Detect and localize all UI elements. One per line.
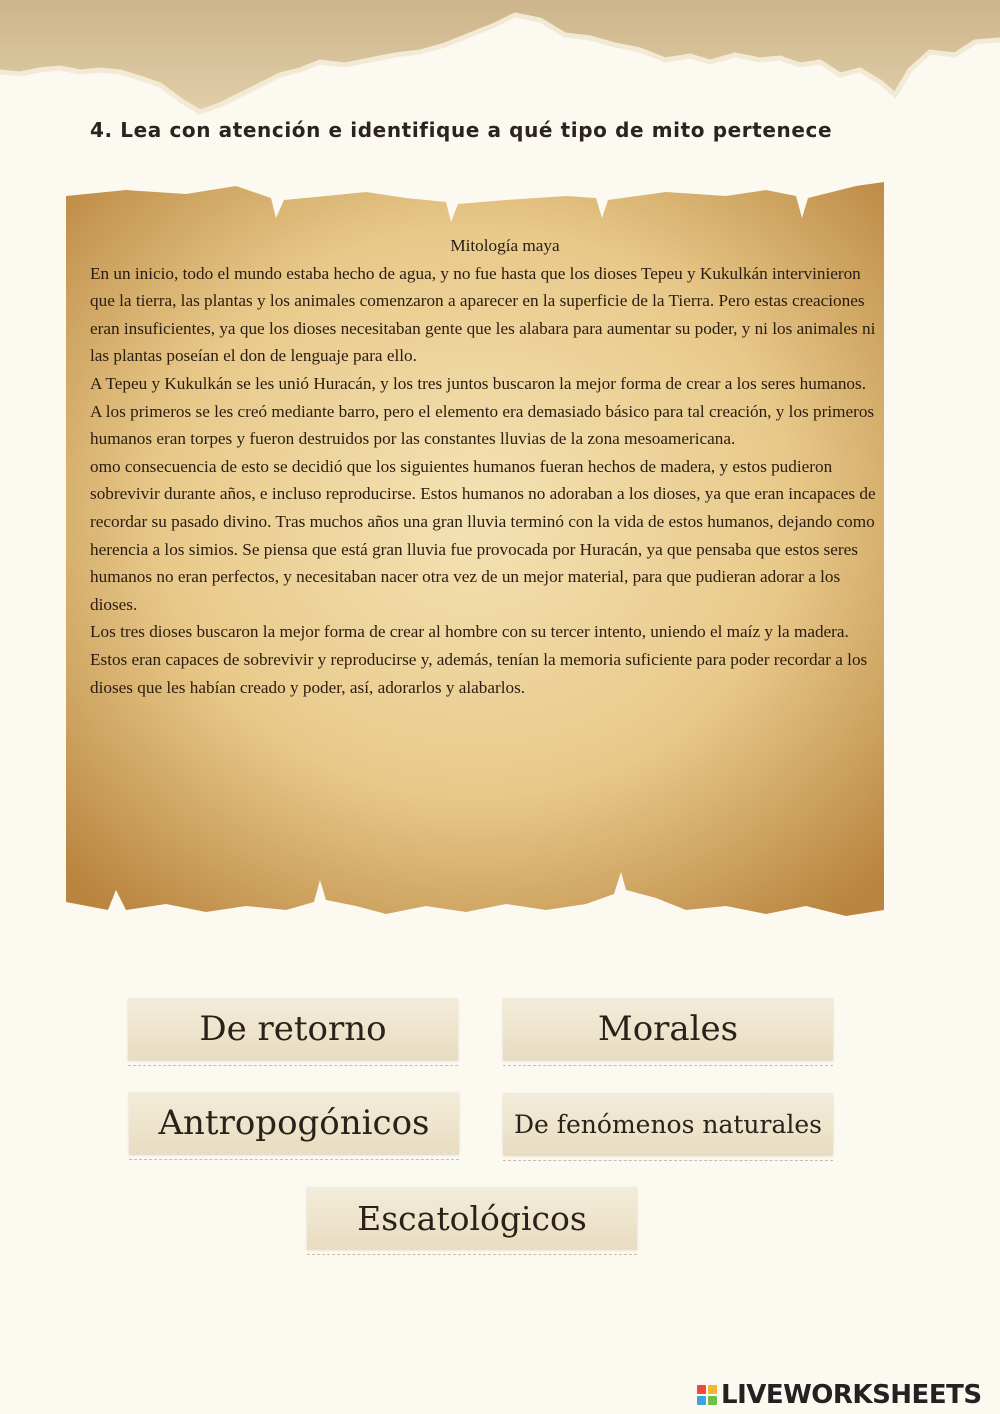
myth-text xyxy=(90,232,880,701)
logo-tile xyxy=(697,1396,706,1405)
story-paragraph: En un inicio, todo el mundo estaba hecho de agua, y no fue hasta que los dioses Tepeu y Kukulkán intervinieron que la tierra, las plantas y los animales comenzaron a aparecer en la superficie de la Tierra. Pero estas creaciones eran insuficientes, ya que los dioses necesitaban gente que les alabara para aumentar su poder, y ni los animales ni las plantas poseían el don de lenguaje para ello. xyxy=(90,263,876,366)
option-de-retorno[interactable]: De retorno xyxy=(128,998,458,1060)
option-antropogonicos[interactable]: Antropogónicos xyxy=(129,1092,459,1154)
parchment-panel xyxy=(66,178,884,920)
logo-tile xyxy=(708,1385,717,1394)
brand-name: LIVEWORKSHEETS xyxy=(721,1380,982,1410)
liveworksheets-brand[interactable] xyxy=(697,1378,982,1412)
logo-tile xyxy=(697,1385,706,1394)
story-title: Mitología maya xyxy=(450,236,560,255)
story-paragraph: omo consecuencia de esto se decidió que los siguientes humanos fueran hechos de madera, y estos pudieron sobrevivir durante años, e incluso reproducirse. Estos humanos no adoraban a los dioses, ya que eran incapaces de recordar su pasado divino. Tras muchos años una gran lluvia terminó con la vida de estos humanos, dejando como herencia a los simios. Se piensa que está gran lluvia fue provocada por Huracán, ya que pensaba que estos seres humanos no eran perfectos, y necesitaban nacer otra vez de un mejor material, para que pudieran adorar a los dioses. xyxy=(90,456,876,614)
question-heading: 4. Lea con atención e identifique a qué tipo de mito pertenece xyxy=(90,118,833,142)
option-morales[interactable]: Morales xyxy=(503,998,833,1060)
option-de-fenomenos-naturales[interactable]: De fenómenos naturales xyxy=(503,1093,833,1155)
logo-tile xyxy=(708,1396,717,1405)
story-paragraph: A Tepeu y Kukulkán se les unió Huracán, y los tres juntos buscaron la mejor forma de crear a los seres humanos. A los primeros se les creó mediante barro, pero el elemento era demasiado básico para tal creación, y los primeros humanos eran torpes y fueron destruidos por las constantes lluvias de la zona mesoamericana. xyxy=(90,373,875,449)
option-escatologicos[interactable]: Escatológicos xyxy=(307,1187,637,1249)
torn-paper-header xyxy=(0,0,1000,130)
story-paragraph: Los tres dioses buscaron la mejor forma de crear al hombre con su tercer intento, uniendo el maíz y la madera. Estos eran capaces de sobrevivir y reproducirse y, además, tenían la memoria suficiente para poder recordar a los dioses que les habían creado y poder, así, adorarlos y alabarlos. xyxy=(90,622,868,697)
liveworksheets-logo-icon xyxy=(697,1385,717,1405)
